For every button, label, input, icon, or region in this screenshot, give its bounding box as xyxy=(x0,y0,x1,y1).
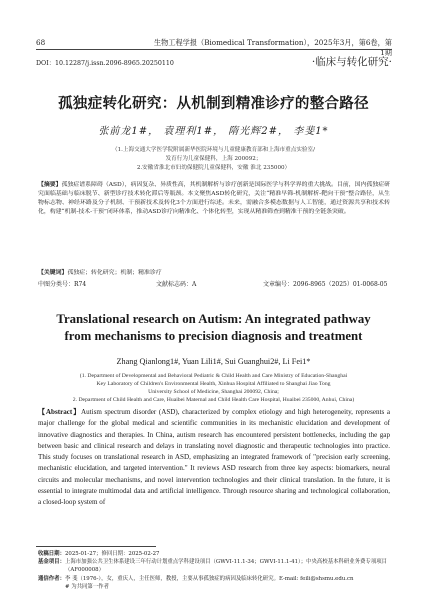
en-abstract xyxy=(38,407,390,509)
cn-affiliation-1: （1.上海交通大学医学院附属新华医院环境与儿童健康教育部和上海市重点实验室/ xyxy=(111,147,315,153)
corresponding-author xyxy=(38,575,390,583)
fund-info xyxy=(38,558,390,574)
cn-keywords-text: 孤独症；转化研究；机制；精准诊疗 xyxy=(67,270,162,276)
cn-abstract-label: 【摘要】 xyxy=(38,181,62,188)
en-abstract-label: 【Abstract】 xyxy=(38,408,81,416)
cn-authors: 张前龙1#， 袁理利1#， 隋光辉2#， 李斐1* xyxy=(98,126,329,137)
cn-affiliation-3: 2.安徽省淮北市妇幼保健院儿童保健科，安徽 淮北 235000） xyxy=(136,165,291,171)
page-number: 68 xyxy=(36,38,46,47)
journal-header: 生物工程学报（Biomedical Transformation），2025年3月，第6卷，第1期 xyxy=(153,38,392,57)
received-text: 2025-01-27；修回日期：2025-02-27 xyxy=(64,551,160,557)
received-date xyxy=(38,550,390,558)
cn-keywords-label: 【关键词】 xyxy=(38,269,68,276)
en-affiliation-4: 2. Department of Child Health and Care, Huaibei Maternal and Child Health Care Hospital, Huaibei 235000, Anhui, China) xyxy=(72,397,355,403)
en-authors: Zhang Qianlong1#, Yuan Lili1#, Sui Guanghui2#, Li Fei1* xyxy=(116,357,311,366)
section-label: ·临床与转化研究· xyxy=(311,56,392,68)
footnotes xyxy=(38,550,390,591)
author-label: 通信作者： xyxy=(38,575,65,582)
article-number: 文章编号：2096-8965（2025）01-0068-05 xyxy=(263,281,388,288)
fund-label: 基金项目： xyxy=(38,559,65,566)
en-title xyxy=(0,311,427,345)
cn-abstract xyxy=(38,180,390,217)
clc-number: 中图分类号：R74 xyxy=(38,281,87,288)
cn-affiliation-2: 发育行为儿童保健科，上海 200092； xyxy=(165,156,262,162)
doi: DOI：10.12287/j.issn.2096-8965.20250110 xyxy=(36,60,174,67)
en-affiliation-1: (1. Department of Developmental and Behavioral Pediatric & Child Health and Care Ministry of Education-Shanghai xyxy=(79,373,348,379)
author-text: 李 斐（1976-），女，重庆人，主任医师，教授，主要从事孤独症的病因及临床转化研究。E-mail: feili@shsmu.edu.cn xyxy=(64,575,354,582)
en-title-line-2: from mechanisms to precision diagnosis and treatment xyxy=(64,329,363,343)
header-rule xyxy=(36,49,392,50)
en-affiliation-3: University School of Medicine, Shanghai 200092, China; xyxy=(148,389,279,395)
en-title-line-1: Translational research on Autism: An integrated pathway xyxy=(56,312,371,326)
co-first-author-note: # 为共同第一作者 xyxy=(65,583,109,590)
received-label: 收稿日期： xyxy=(38,551,65,557)
en-abstract-text: Autism spectrum disorder (ASD), characterized by complex etiology and high heterogeneity, represents a major challenge for the global medical and scientific communities in its mechanistic elucidation and development of innovative diagnostics and therapies. In China, autism research has encountered persistent bottlenecks, including the gap between basic and clinical research and delays in translating novel diagnostic and therapeutic technologies into practice. This study focuses on translational research in ASD, emphasizing an integrated framework of "precision early screening, mechanistic elucidation, and targeted intervention." It reviews ASD research from three key aspects: biomarkers, neural circuits and molecular mechanisms, and novel intervention technologies and their clinical translation. In the future, it is essential to integrate multimodal data and artificial intelligence. Through resource sharing and technological collaboration, a closed-loop system of xyxy=(38,408,390,507)
fund-text: 上海市加强公共卫生体系建设三年行动计划重点学科建设项目（GWVI-11.1-34；GWVI-11.1-41）；中央高校基本科研业务费专项项目（AF000008） xyxy=(64,559,387,574)
footnote-rule xyxy=(36,546,156,547)
cn-title: 孤独症转化研究：从机制到精准诊疗的整合路径 xyxy=(58,95,369,112)
en-affiliation-2: Key Laboratory of Children's Environmental Health, Xinhua Hospital Affiliated to Shanghai Jiao Tong xyxy=(96,381,331,387)
cn-abstract-text: 孤独症谱系障碍（ASD），病因复杂、异质性高，其机制解析与诊疗创新是国际医学与科学界的重大挑战。目前，国内孤独症研究面临基础与临床脱节、新型诊疗技术转化滞后等瓶颈。本文聚焦ASD转化研究，关注“精准早筛-机制解析-靶向干预”整合路径，从生物标志物、神经环路及分子机制、干预新技术及转化3个方面进行综述。未来，需融合多模态数据与人工智能，通过资源共享和技术转化，构建“机制-技术-干预”闭环体系，推动ASD诊疗向精准化、个体化转型，实现从精准筛查到精准干预的全链条突破。 xyxy=(38,182,391,216)
cn-keywords xyxy=(38,268,390,278)
document-code: 文献标志码：A xyxy=(156,281,197,288)
